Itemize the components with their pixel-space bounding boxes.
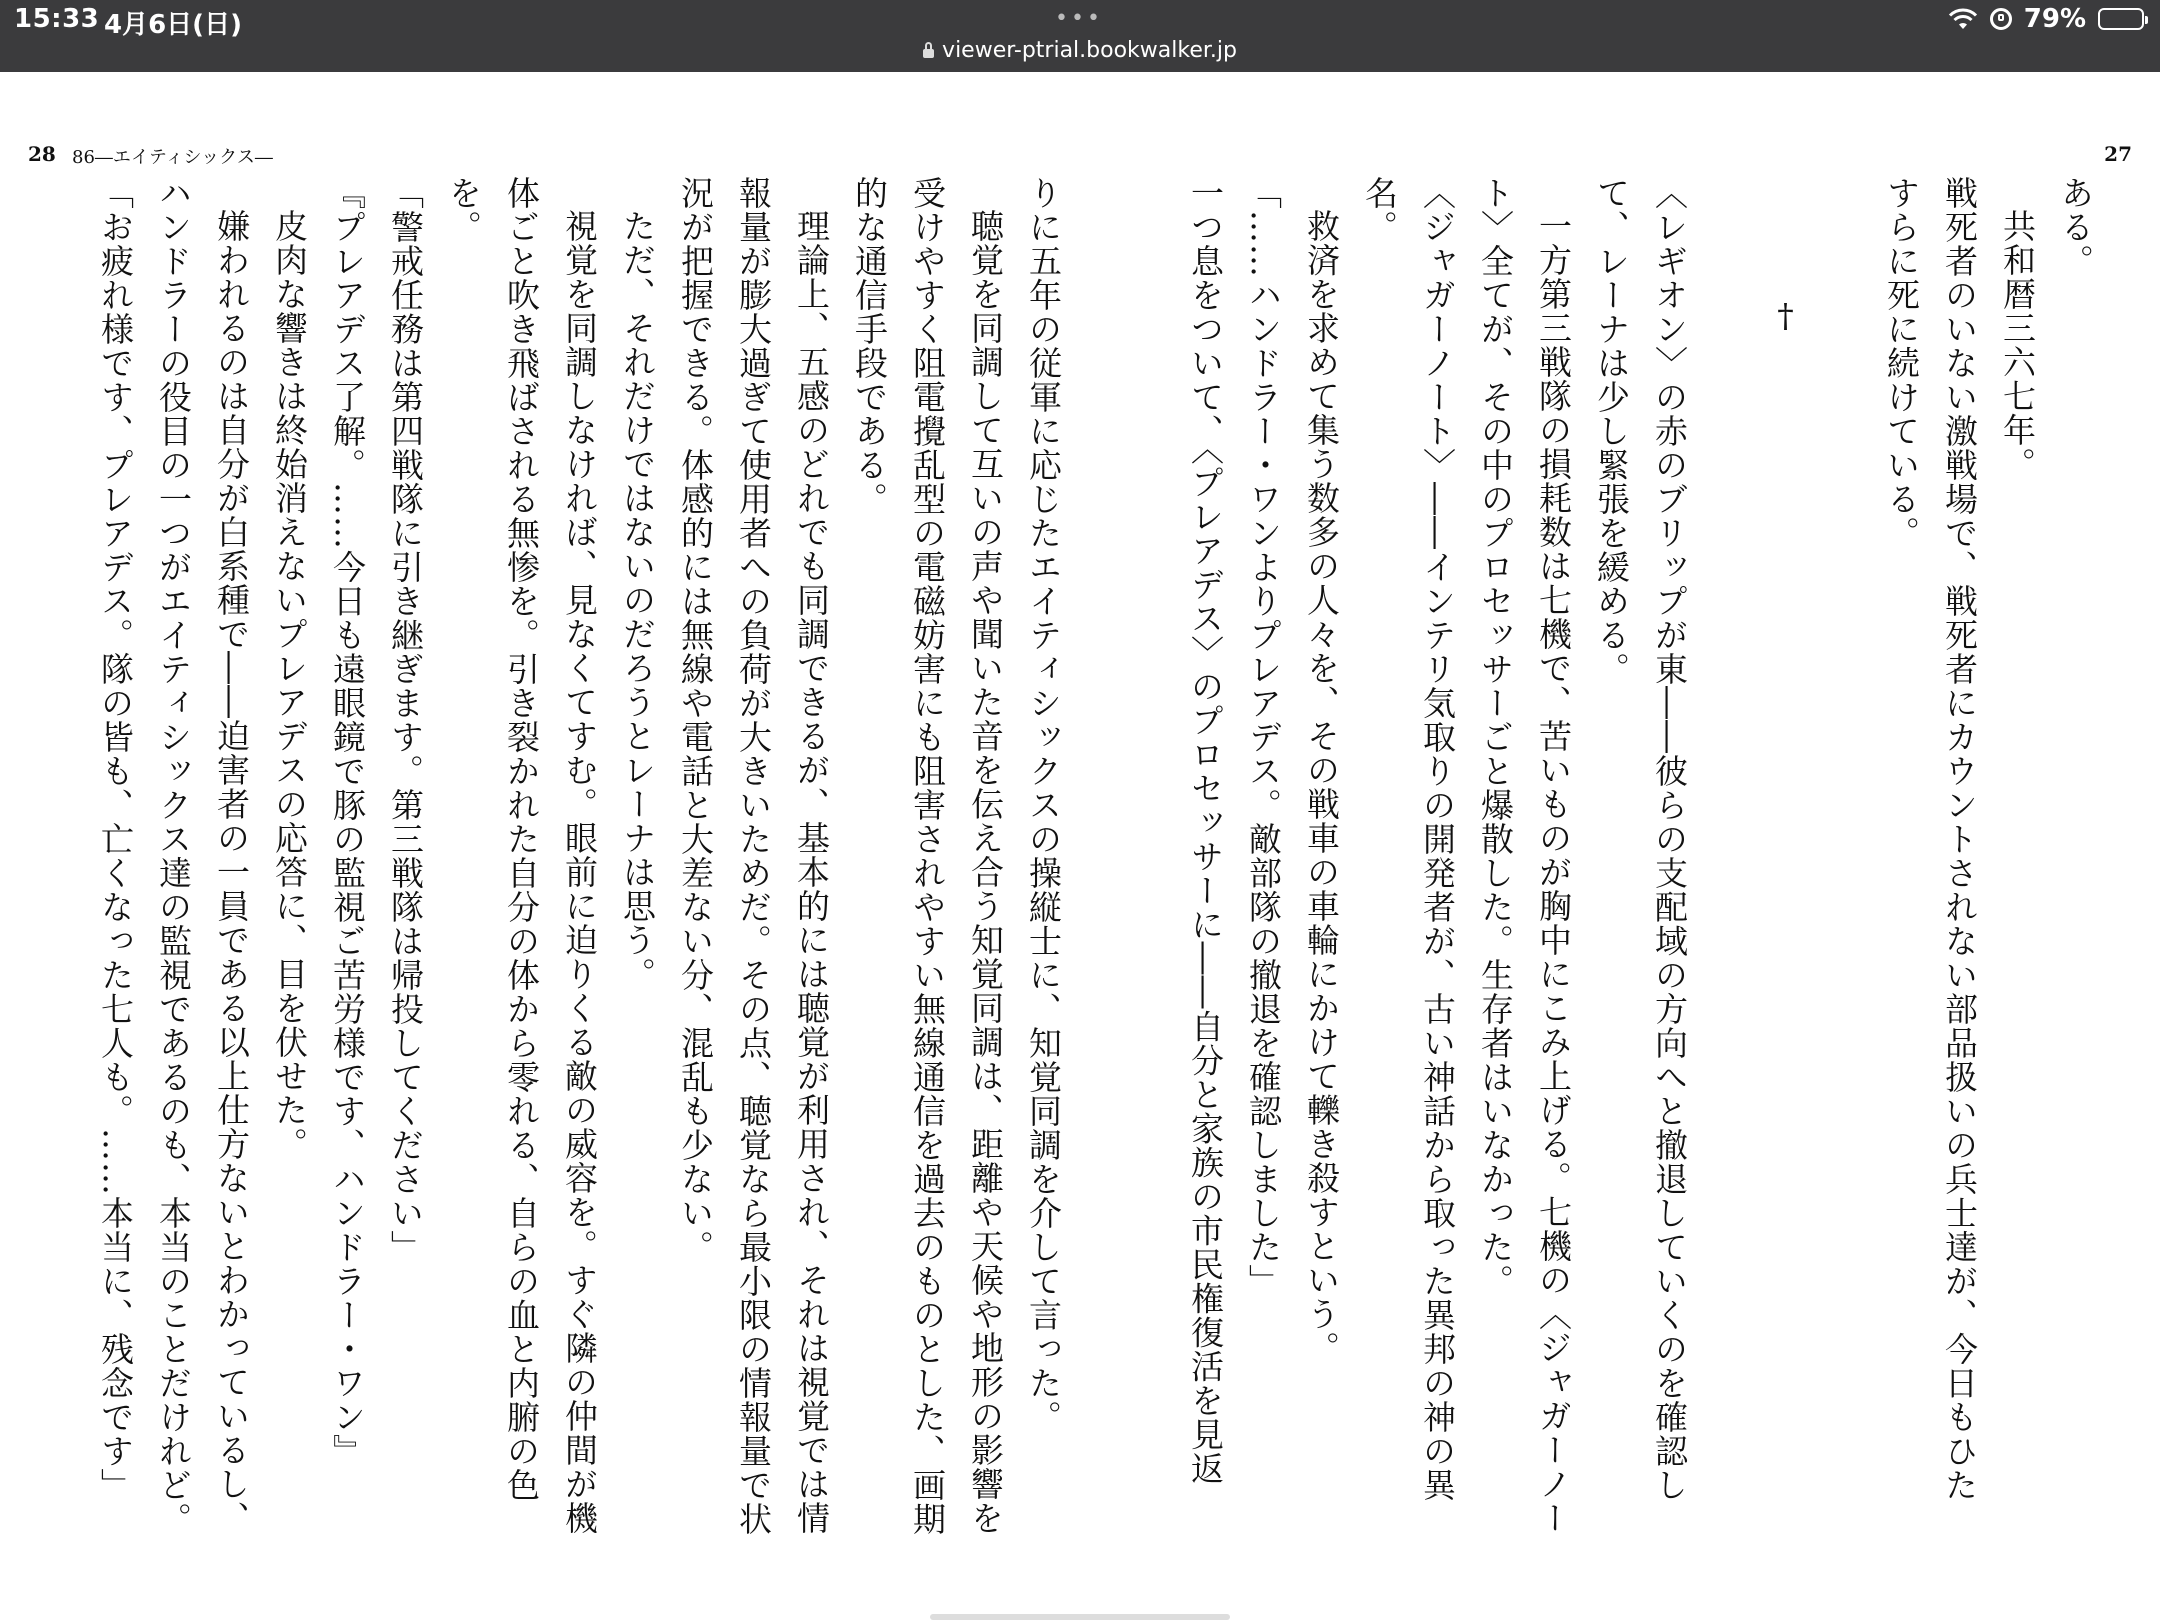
right-page-number: 27 (2104, 142, 2132, 166)
text-line: 嫌われるのは自分が白系種で――迫害者の一員である以上仕方ないとわかっているし、 (212, 209, 251, 1535)
wifi-icon (1948, 7, 1978, 31)
text-line (1814, 176, 1872, 1536)
text-line: 一方第三戦隊の損耗数は七機で、苦いものが胸中にこみ上げる。七機の〈ジャガーノー (1534, 209, 1573, 1535)
text-line: ト〉全てが、その中のプロセッサーごと爆散した。生存者はいなかった。 (1476, 176, 1515, 1298)
running-head: 86―エイティシックス― (72, 147, 273, 168)
page-28-text (68, 176, 1072, 1536)
battery-percent: 79% (2023, 4, 2086, 34)
text-line: 共和暦三六七年。 (1998, 209, 2037, 481)
text-line: を。 (444, 176, 483, 244)
text-line: 『プレアデス了解。……今日も遠眼鏡で豚の監視ご苦労様です、ハンドラー・ワン』 (328, 176, 367, 1468)
text-line: りに五年の従軍に応じたエイティシックスの操縦士に、知覚同調を介して言った。 (1024, 176, 1063, 1434)
text-line: ただ、それだけではないのだろうとレーナは思う。 (618, 209, 657, 991)
text-line: 視覚を同調しなければ、見なくてすむ。眼前に迫りくる敵の威容を。すぐ隣の仲間が機 (560, 209, 599, 1535)
text-line: ハンドラーの役目の一つがエイティシックス達の監視であるのも、本当のことだけれど。 (154, 176, 193, 1536)
status-date: 4月6日(日) (104, 10, 242, 40)
text-line: 的な通信手段である。 (850, 176, 889, 516)
battery-icon (2098, 8, 2144, 30)
lock-icon (923, 49, 934, 58)
text-line: すらに死に続けている。 (1882, 176, 1921, 550)
text-line: 報量が膨大過ぎて使用者への負荷が大きいためだ。その点、聴覚なら最小限の情報量で状 (734, 176, 773, 1536)
text-line: 「警戒任務は第四戦隊に引き継ぎます。第三戦隊は帰投してください」 (386, 176, 425, 1264)
text-line: 戦死者のいない激戦場で、戦死者にカウントされない部品扱いの兵士達が、今日もひた (1940, 176, 1979, 1502)
text-line: 体ごと吹き飛ばされる無惨を。引き裂かれた自分の体から零れる、自らの血と内腑の色 (502, 176, 541, 1502)
rotation-lock-icon (1990, 8, 2012, 30)
text-line: 救済を求めて集う数多の人々を、その戦車の車輪にかけて轢き殺すという。 (1302, 209, 1341, 1365)
left-page-number: 28 (28, 142, 56, 166)
text-line: 〈レギオン〉の赤のブリップが東――彼らの支配域の方向へと撤退していくのを確認し (1650, 176, 1689, 1502)
text-line: 「お疲れ様です、プレアデス。隊の皆も、亡くなった七人も。……本当に、残念です」 (96, 176, 135, 1502)
text-line (1698, 176, 1756, 1536)
text-line: 受けやすく阻電攪乱型の電磁妨害にも阻害されやすい無線通信を過去のものとした、画期 (908, 176, 947, 1536)
text-line: 名。 (1360, 176, 1399, 244)
page-27-text (1100, 176, 2104, 1536)
text-line: 「……ハンドラー・ワンよりプレアデス。敵部隊の撤退を確認しました」 (1244, 176, 1283, 1298)
text-line: て、レーナは少し緊張を緩める。 (1592, 176, 1631, 686)
address-bar[interactable] (0, 38, 2160, 63)
status-time: 15:33 (14, 4, 100, 34)
text-line: 〈ジャガーノート〉――インテリ気取りの開発者が、古い神話から取った異邦の神の異 (1418, 176, 1457, 1502)
browser-top-bar (0, 0, 2160, 72)
home-indicator[interactable] (930, 1614, 1230, 1620)
text-line: 皮肉な響きは終始消えないプレアデスの応答に、目を伏せた。 (270, 209, 309, 1161)
section-dagger: † (1766, 296, 1805, 336)
multitasking-dots-icon[interactable]: ••• (1055, 6, 1103, 31)
text-line: ある。 (2056, 176, 2095, 278)
text-line: 一つ息をついて、〈プレアデス〉のプロセッサーに――自分と家族の市民権復活を見返 (1186, 176, 1225, 1486)
text-line: 聴覚を同調して互いの声や聞いた音を伝え合う知覚同調は、距離や天候や地形の影響を (966, 209, 1005, 1535)
url-text: viewer-ptrial.bookwalker.jp (942, 38, 1237, 63)
text-line: 況が把握できる。体感的には無線や電話と大差ない分、混乱も少ない。 (676, 176, 715, 1264)
status-indicators (1948, 4, 2144, 34)
text-line: 理論上、五感のどれでも同調できるが、基本的には聴覚が利用され、それは視覚では情 (792, 209, 831, 1535)
